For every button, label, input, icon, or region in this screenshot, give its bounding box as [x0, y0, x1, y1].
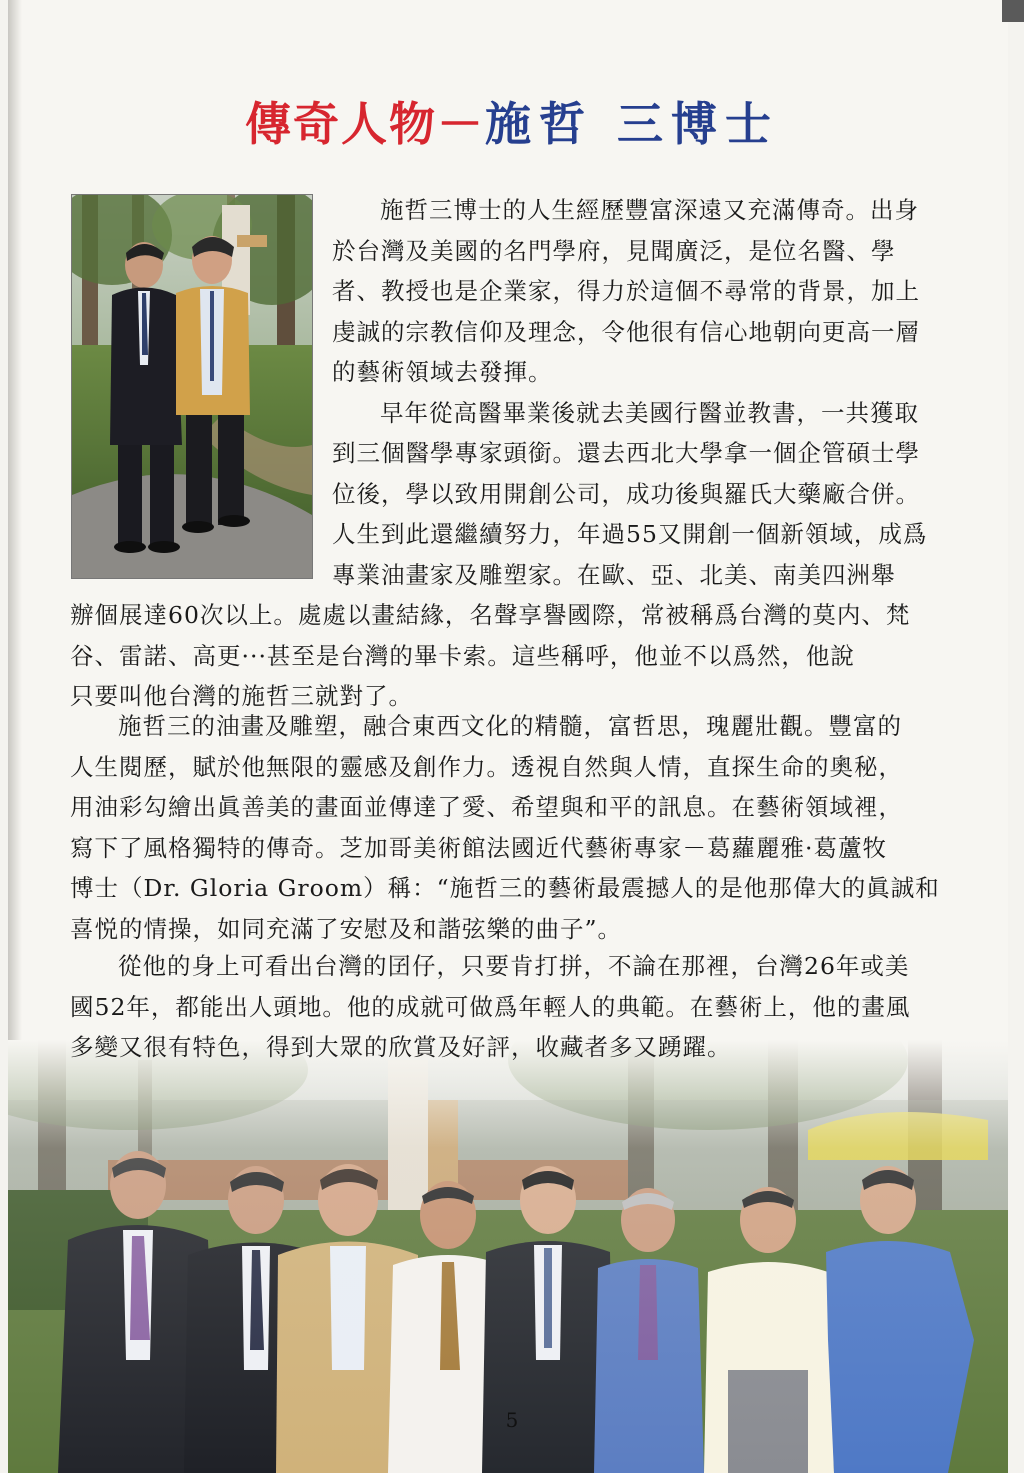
title-part-red: 傳奇人物－ — [244, 97, 485, 151]
paragraph-3-line-6: 喜悦的情操，如同充滿了安慰及和諧弦樂的曲子”。 — [70, 914, 623, 943]
page-title — [0, 88, 1024, 154]
photo-two-men-park — [71, 194, 313, 579]
paragraph-3-line-2: 人生閱歷，賦於他無限的靈感及創作力。透視自然與人情，直探生命的奧秘， — [70, 752, 903, 781]
paragraph-3-line-3: 用油彩勾繪出眞善美的畫面並傳達了愛、希望與和平的訊息。在藝術領域裡， — [70, 793, 903, 821]
text-column-full-p2 — [70, 595, 956, 717]
paragraph-3-line-1: 施哲三的油畫及雕塑，融合東西文化的精髓，富哲思，瑰麗壯觀。豐富的 — [118, 712, 902, 740]
paragraph-2-line-7: 谷、雷諾、高更···甚至是台灣的畢卡索。這些稱呼，他並不以爲然，他說 — [70, 641, 855, 670]
text-column-full-p4 — [70, 946, 956, 1068]
photo-illustration — [72, 195, 312, 578]
paragraph-2-line-2: 到三個醫學專家頭銜。還去西北大學拿一個企管碩士學 — [332, 439, 920, 467]
paragraph-1-line-3: 者、教授也是企業家，得力於這個不尋常的背景，加上 — [332, 277, 920, 305]
paragraph-1-line-2: 於台灣及美國的名門學府，見聞廣泛，是位名醫、學 — [332, 236, 896, 265]
paragraph-3-line-4: 寫下了風格獨特的傳奇。芝加哥美術館法國近代藝術專家－葛蘿麗雅·葛蘆牧 — [70, 833, 887, 862]
paragraph-2-line-8: 只要叫他台灣的施哲三就對了。 — [70, 682, 413, 710]
paragraph-4-line-1: 從他的身上可看出台灣的囝仔，只要肯打拼，不論在那裡，台灣26年或美 — [118, 952, 910, 980]
paragraph-2-line-1: 早年從高醫畢業後就去美國行醫並教書，一共獲取 — [380, 398, 919, 427]
paragraph-2-line-5: 專業油畫家及雕塑家。在歐、亞、北美、南美四洲舉 — [332, 560, 896, 589]
corner-mark — [1002, 0, 1024, 22]
paragraph-2-line-4: 人生到此還繼續努力，年過55又開創一個新領域，成爲 — [332, 520, 928, 548]
paragraph-1-line-4: 虔誠的宗教信仰及理念，令他很有信心地朝向更高一層 — [332, 317, 920, 346]
paragraph-1-line-5: 的藝術領域去發揮。 — [332, 358, 553, 386]
paragraph-1-line-1: 施哲三博士的人生經歷豐富深遠又充滿傳奇。出身 — [380, 196, 919, 224]
page-number: 5 — [505, 1408, 519, 1432]
paragraph-4-line-2: 國52年，都能出人頭地。他的成就可做爲年輕人的典範。在藝術上，他的畫風 — [70, 992, 911, 1021]
text-column-full-p3 — [70, 706, 956, 949]
paragraph-4-line-3: 多變又很有特色，得到大眾的欣賞及好評，收藏者多又踴躍。 — [70, 1033, 732, 1061]
text-column-wrapped — [332, 190, 956, 595]
paragraph-3-line-5: 博士（Dr. Gloria Groom）稱：“施哲三的藝術最震撼人的是他那偉大的眞誠和 — [70, 874, 940, 902]
paragraph-2-line-6: 辦個展達60次以上。處處以畫結緣，名聲享譽國際，常被稱爲台灣的莫内、梵 — [70, 601, 911, 629]
title-part-blue: 施哲 三博士 — [484, 97, 779, 151]
paragraph-2-line-3: 位後，學以致用開創公司，成功後與羅氏大藥廠合併。 — [332, 479, 920, 508]
